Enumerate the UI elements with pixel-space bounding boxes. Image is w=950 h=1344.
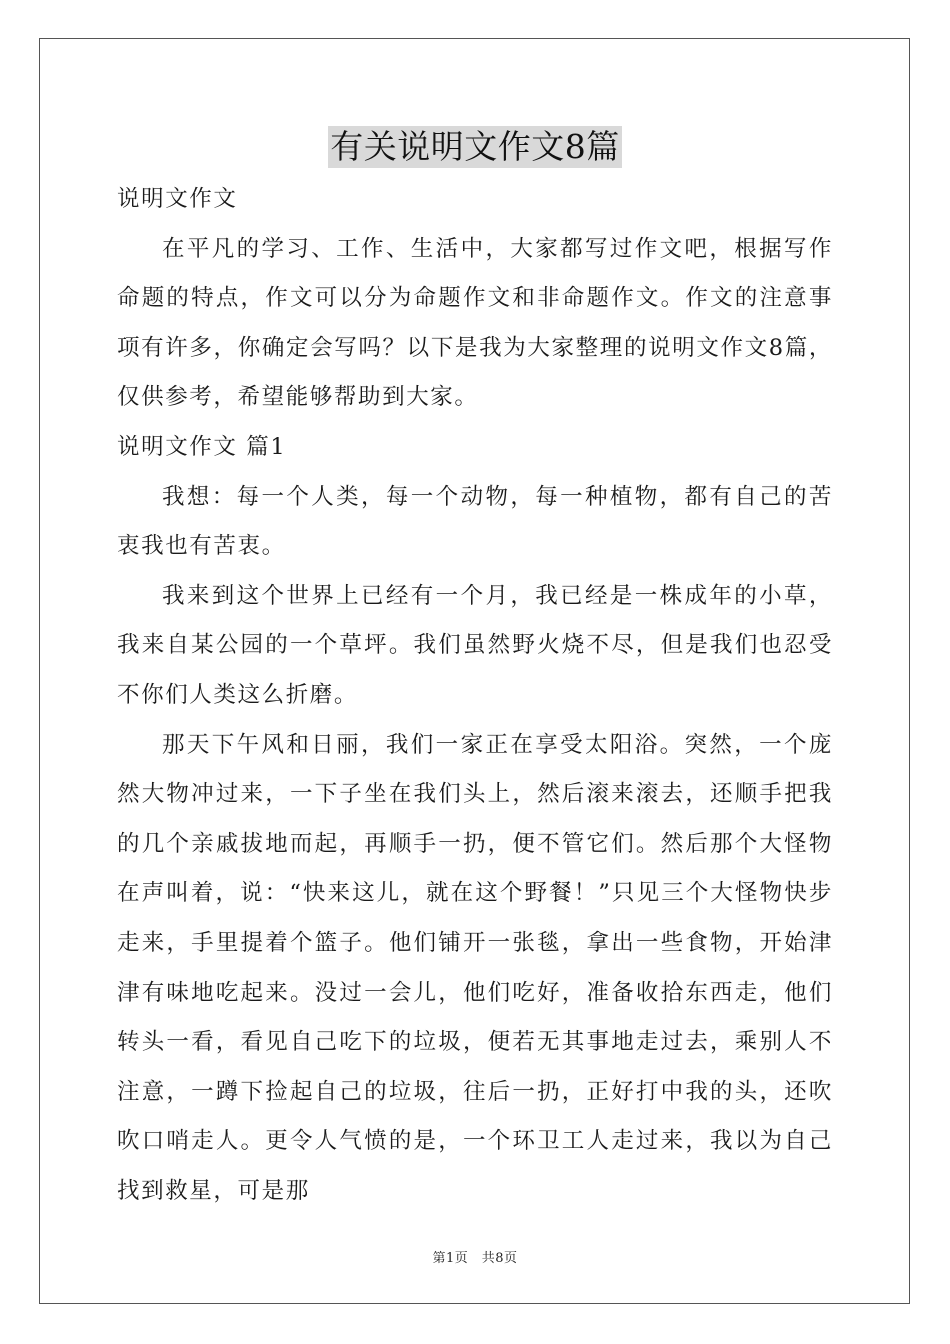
body-paragraph: 我来到这个世界上已经有一个月，我已经是一株成年的小草，我来自某公园的一个草坪。我们虽然野火烧不尽，但是我们也忍受不你们人类这么折磨。 (117, 582, 833, 708)
document-title: 有关说明文作文8篇 (330, 127, 620, 166)
section-heading: 说明文作文 篇1 (117, 433, 287, 460)
page-footer: 第1页 共8页 (432, 1251, 518, 1266)
intro-paragraph: 在平凡的学习、工作、生活中，大家都写过作文吧，根据写作命题的特点，作文可以分为命题作文和非命题作文。作文的注意事项有许多，你确定会写吗？以下是我为大家整理的说明文作文8篇，仅供参考，希望能够帮助到大家。 (117, 235, 833, 411)
subtitle: 说明文作文 (117, 186, 238, 212)
title-container (0, 126, 950, 168)
body-paragraph: 我想：每一个人类，每一个动物，每一种植物，都有自己的苦衷我也有苦衷。 (117, 483, 833, 560)
body-paragraph: 那天下午风和日丽，我们一家正在享受太阳浴。突然，一个庞然大物冲过来，一下子坐在我们头上，然后滚来滚去，还顺手把我的几个亲戚拔地而起，再顺手一扔，便不管它们。然后那个大怪物在声叫着，说：“快来这儿，就在这个野餐！”只见三个大怪物快步走来，手里提着个篮子。他们铺开一张毯，拿出一些食物，开始津津有味地吃起来。没过一会儿，他们吃好，准备收拾东西走，他们转头一看，看见自己吃下的垃圾，便若无其事地走过去，乘别人不注意，一蹲下捡起自己的垃圾，往后一扔，正好打中我的头，还吹吹口哨走人。更令人气愤的是，一个环卫工人走过来，我以为自己找到救星，可是那 (117, 731, 833, 1204)
document-body (117, 175, 833, 1216)
